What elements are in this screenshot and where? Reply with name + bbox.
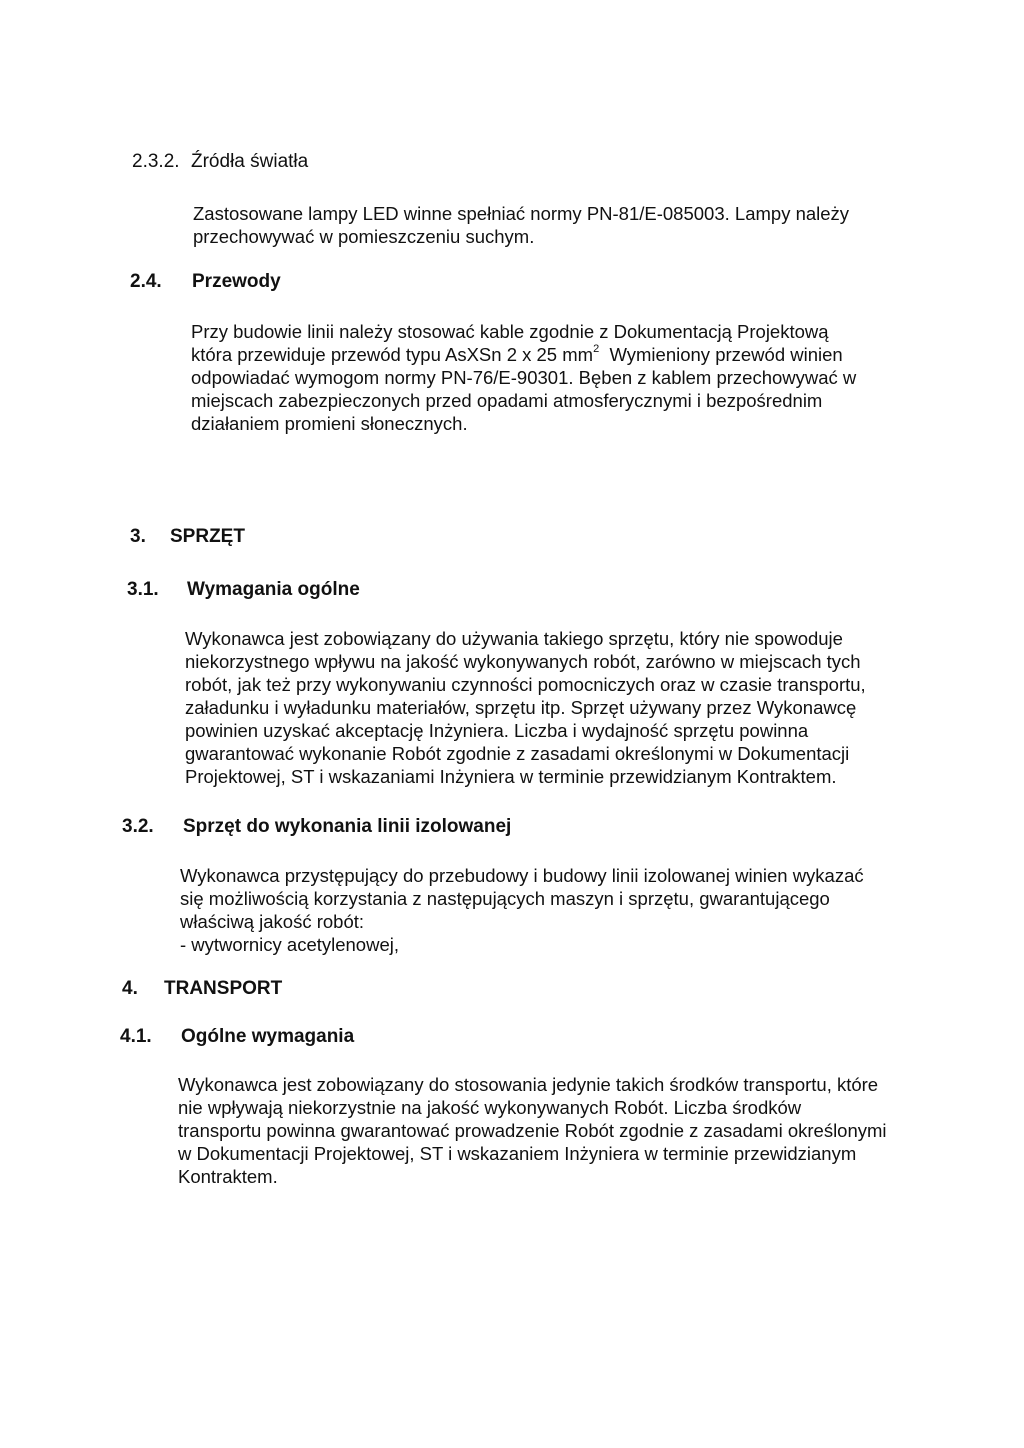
section-title: Źródła światła — [191, 151, 309, 172]
section-title: Sprzęt do wykonania linii izolowanej — [183, 816, 512, 837]
text-line: się możliwością korzystania z następujących maszyn i sprzętu, gwarantującego — [180, 888, 830, 909]
section-title: SPRZĘT — [170, 526, 245, 547]
text-line: robót, jak też przy wykonywaniu czynności pomocniczych oraz w czasie transportu, — [185, 674, 866, 695]
section-title: Ogólne wymagania — [181, 1026, 355, 1047]
section-number: 4. — [122, 978, 138, 999]
paragraph-3-2 — [180, 864, 864, 956]
paragraph-2-3-2 — [193, 202, 849, 248]
section-number: 3.2. — [122, 816, 154, 837]
text-line: Projektowej, ST i wskazaniami Inżyniera w terminie przewidzianym Kontraktem. — [185, 766, 837, 787]
text-line: nie wpływają niekorzystnie na jakość wykonywanych Robót. Liczba środków — [178, 1097, 802, 1118]
section-title: Wymagania ogólne — [187, 579, 360, 600]
text-line: działaniem promieni słonecznych. — [191, 413, 468, 434]
text-line: Kontraktem. — [178, 1166, 278, 1187]
section-number: 2.3.2. — [132, 151, 180, 172]
text-line: Zastosowane lampy LED winne spełniać normy PN-81/E-085003. Lampy należy — [193, 203, 850, 224]
text-line: przechowywać w pomieszczeniu suchym. — [193, 226, 535, 247]
text-line: załadunku i wyładunku materiałów, sprzętu itp. Sprzęt używany przez Wykonawcę — [185, 697, 857, 718]
section-number: 4.1. — [120, 1026, 152, 1047]
paragraph-4-1 — [178, 1073, 887, 1188]
text-line-with-superscript — [191, 343, 856, 366]
text-fragment: która przewiduje przewód typu AsXSn 2 x 25 mm — [191, 344, 594, 365]
text-line: niekorzystnego wpływu na jakość wykonywanych robót, zarówno w miejscach tych — [185, 651, 861, 672]
section-number: 2.4. — [130, 271, 162, 292]
text-line: Wykonawca przystępujący do przebudowy i budowy linii izolowanej winien wykazać — [180, 865, 864, 886]
section-title: TRANSPORT — [164, 978, 283, 999]
text-line: właściwą jakość robót: — [180, 911, 365, 932]
section-title: Przewody — [192, 271, 281, 292]
text-line: transportu powinna gwarantować prowadzenie Robót zgodnie z zasadami określonymi — [178, 1120, 887, 1141]
section-number: 3.1. — [127, 579, 159, 600]
section-number: 3. — [130, 526, 146, 547]
text-line: odpowiadać wymogom normy PN-76/E-90301. Bęben z kablem przechowywać w — [191, 367, 857, 388]
superscript: 2 — [593, 342, 600, 355]
text-line: miejscach zabezpieczonych przed opadami atmosferycznymi i bezpośrednim — [191, 390, 823, 411]
text-line: Przy budowie linii należy stosować kable zgodnie z Dokumentacją Projektową — [191, 321, 829, 342]
text-line: Wykonawca jest zobowiązany do używania takiego sprzętu, który nie spowoduje — [185, 628, 843, 649]
text-line: Wykonawca jest zobowiązany do stosowania jedynie takich środków transportu, które — [178, 1074, 879, 1095]
text-line: - wytwornicy acetylenowej, — [180, 934, 399, 955]
text-line: w Dokumentacji Projektowej, ST i wskazaniem Inżyniera w terminie przewidzianym — [178, 1143, 857, 1164]
text-fragment: Wymieniony przewód winien — [609, 344, 843, 365]
text-line: gwarantować wykonanie Robót zgodnie z zasadami określonymi w Dokumentacji — [185, 743, 850, 764]
paragraph-2-4 — [191, 320, 856, 435]
text-line: powinien uzyskać akceptację Inżyniera. Liczba i wydajność sprzętu powinna — [185, 720, 809, 741]
paragraph-3-1 — [185, 627, 866, 788]
